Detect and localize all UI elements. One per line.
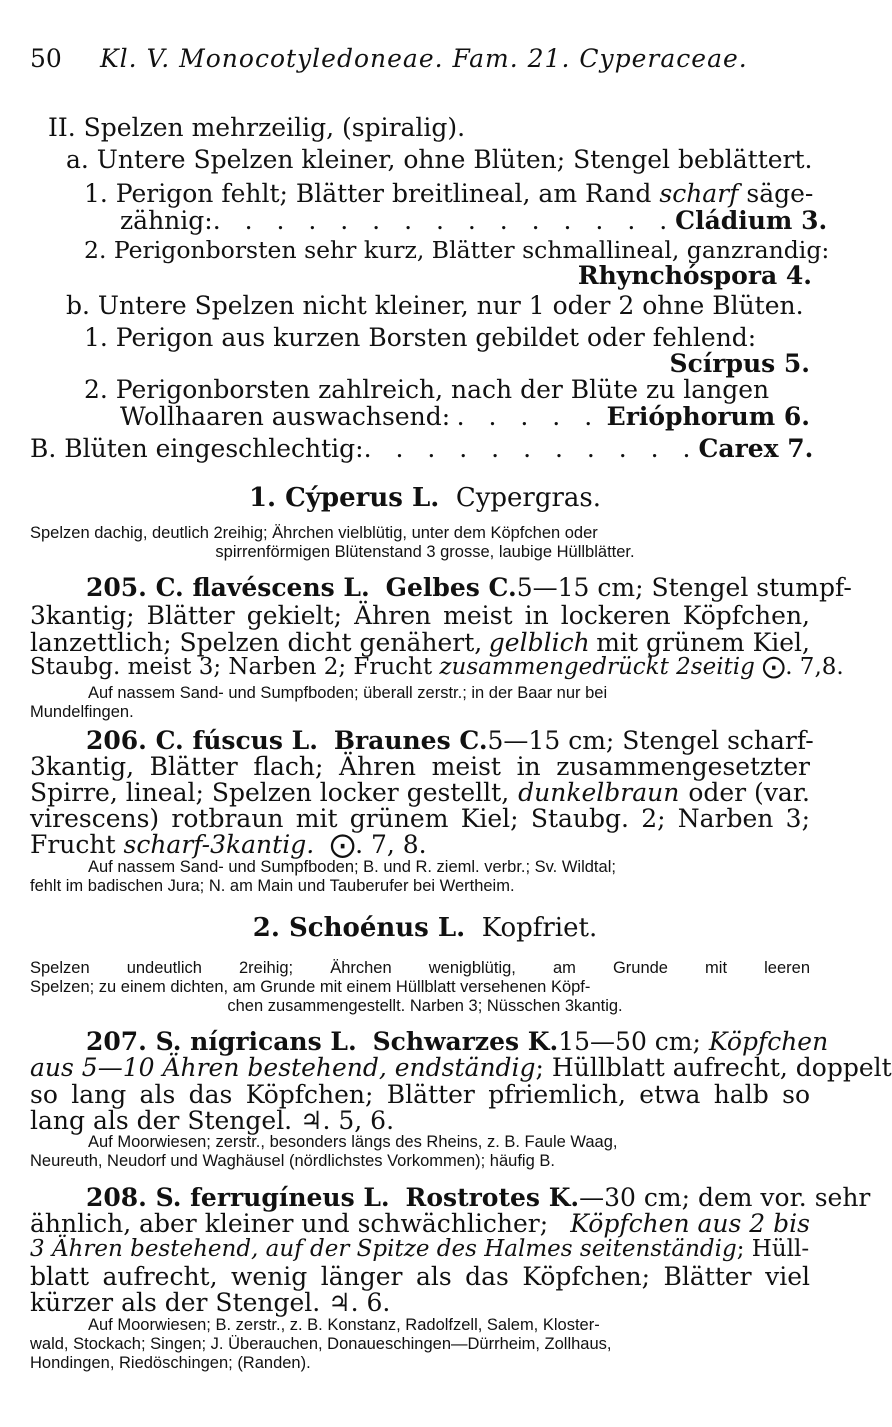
key-b1-line1: 1. Perigon aus kurzen Borsten gebildet oder fehlend:	[84, 323, 757, 352]
species-205-line4: Staubg. meist 3; Narben 2; Frucht zusammengedrückt 2seitig ⨀. 7,8.	[30, 654, 844, 680]
genus-heading-cyperus: 1. Cýperus L. Cypergras.	[248, 483, 602, 513]
species-205-line3: lanzettlich; Spelzen dicht genähert, gelblich mit grünem Kiel,	[30, 628, 810, 657]
genus-desc-cyperus-1: Spelzen dachig, deutlich 2reihig; Ährchen vielblütig, unter dem Köpfchen oder	[30, 524, 598, 542]
species-206-line1: 206. C. fúscus L. Braunes C. 5—15 cm; Stengel scharf-	[86, 726, 814, 755]
species-208-line2: ähnlich, aber kleiner und schwächlicher; Köpfchen aus 2 bis	[30, 1209, 810, 1238]
species-208-habitat-1: Auf Moorwiesen; B. zerstr., z. B. Konstanz, Radolfzell, Salem, Kloster-	[88, 1316, 600, 1334]
genus-heading-schoenus: 2. Schoénus L. Kopfriet.	[252, 913, 598, 943]
key-a2-line1: 2. Perigonborsten sehr kurz, Blätter schmallineal, ganzrandig:	[84, 236, 830, 264]
genus-ref-scirpus: Scírpus 5.	[669, 349, 810, 378]
key-b: b. Untere Spelzen nicht kleiner, nur 1 oder 2 ohne Blüten.	[66, 291, 804, 320]
key-b2-line1: 2. Perigonborsten zahlreich, nach der Blüte zu langen	[84, 375, 770, 404]
species-207-line3: so lang als das Köpfchen; Blätter pfriemlich, etwa halb so	[30, 1080, 810, 1109]
species-205-habitat-2: Mundelfingen.	[30, 703, 134, 721]
genus-desc-schoenus-3: chen zusammengestellt. Narben 3; Nüsschen 3kantig.	[227, 997, 623, 1015]
key-B: B. Blüten eingeschlechtig: . . . . . . . . . . . Carex 7.	[30, 434, 814, 463]
key-a: a. Untere Spelzen kleiner, ohne Blüten; Stengel beblättert.	[66, 145, 813, 174]
species-207-line4: lang als der Stengel. ♃. 5, 6.	[30, 1106, 395, 1135]
genus-desc-cyperus-2: spirrenförmigen Blütenstand 3 grosse, laubige Hüllblätter.	[215, 543, 635, 561]
key-a1-line1: 1. Perigon fehlt; Blätter breitlineal, am Rand scharf säge-	[84, 179, 814, 208]
species-206-habitat-2: fehlt im badischen Jura; N. am Main und Tauberufer bei Wertheim.	[30, 877, 515, 895]
species-208-line3: 3 Ähren bestehend, auf der Spitze des Halmes seitenständig; Hüll-	[30, 1236, 810, 1262]
species-206-line2: 3kantig, Blätter flach; Ähren meist in zusammengesetzter	[30, 752, 810, 781]
running-title: Kl. V. Monocotyledoneae. Fam. 21. Cyperaceae.	[100, 44, 748, 73]
key-a1-line2: zähnig: . . . . . . . . . . . . . . . Cládium 3.	[120, 206, 828, 235]
species-208-line5: kürzer als der Stengel. ♃. 6.	[30, 1288, 391, 1317]
species-208-habitat-3: Hondingen, Riedöschingen; (Randen).	[30, 1354, 311, 1372]
genus-ref-eriophorum: Erióphorum 6.	[606, 402, 810, 431]
genus-desc-schoenus-1: Spelzen undeutlich 2reihig; Ährchen wenigblütig, am Grunde mit leeren	[30, 959, 810, 977]
genus-desc-schoenus-2: Spelzen; zu einem dichten, am Grunde mit einem Hüllblatt versehenen Köpf-	[30, 978, 591, 996]
species-208-habitat-2: wald, Stockach; Singen; J. Überauchen, Donaueschingen—Dürrheim, Zollhaus,	[30, 1335, 612, 1353]
species-206-habitat-1: Auf nassem Sand- und Sumpfboden; B. und R. zieml. verbr.; Sv. Wildtal;	[88, 858, 616, 876]
key-b2-line2: Wollhaaren auswachsend: . . . . . Erióphorum 6.	[120, 402, 810, 431]
species-205-line2: 3kantig; Blätter gekielt; Ähren meist in lockeren Köpfchen,	[30, 601, 810, 630]
genus-ref-rhynchospora: Rhynchóspora 4.	[577, 261, 812, 290]
genus-ref-carex: Carex 7.	[698, 434, 814, 463]
species-206-line4: virescens) rotbraun mit grünem Kiel; Staubg. 2; Narben 3;	[30, 804, 810, 833]
species-205-habitat-1: Auf nassem Sand- und Sumpfboden; überall zerstr.; in der Baar nur bei	[88, 684, 608, 702]
genus-ref-cladium: Cládium 3.	[675, 206, 828, 235]
species-206-line5: Frucht scharf-3kantig. ⨀. 7, 8.	[30, 830, 427, 859]
species-207-line2: aus 5—10 Ähren bestehend, endständig; Hüllblatt aufrecht, doppelt	[30, 1053, 892, 1082]
species-208-line1: 208. S. ferrugíneus L. Rostrotes K. —30 cm; dem vor. sehr	[86, 1183, 871, 1212]
page-number: 50	[30, 44, 62, 73]
species-207-habitat-1: Auf Moorwiesen; zerstr., besonders längs des Rheins, z. B. Faule Waag,	[88, 1133, 618, 1151]
species-207-habitat-2: Neureuth, Neudorf und Waghäusel (nördlichstes Vorkommen); häufig B.	[30, 1152, 555, 1170]
species-205-line1: 205. C. flavéscens L. Gelbes C. 5—15 cm; Stengel stumpf-	[86, 573, 852, 602]
species-207-line1: 207. S. nígricans L. Schwarzes K. 15—50 cm; Köpfchen	[86, 1027, 829, 1056]
key-II: II. Spelzen mehrzeilig, (spiralig).	[48, 113, 466, 142]
species-208-line4: blatt aufrecht, wenig länger als das Köpfchen; Blätter viel	[30, 1262, 810, 1291]
species-206-line3: Spirre, lineal; Spelzen locker gestellt, dunkelbraun oder (var.	[30, 778, 810, 807]
